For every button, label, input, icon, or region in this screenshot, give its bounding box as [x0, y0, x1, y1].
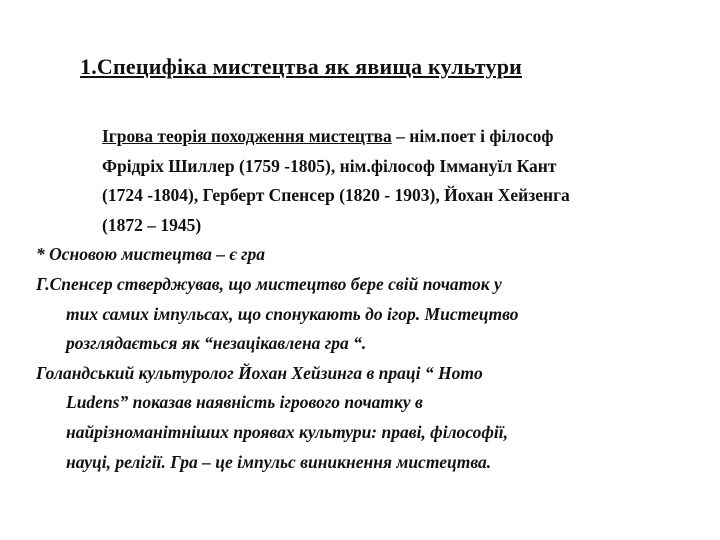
huizinga-line-3: найрізноманітніших проявах культури: праві, філософії,: [66, 421, 509, 442]
spencer-paragraph: [36, 270, 686, 359]
theory-lead: Ігрова теорія походження мистецтва: [102, 126, 392, 146]
slide-body: [36, 122, 686, 477]
huizinga-line-1: Голандський культуролог Йохан Хейзинга в праці “ Homo: [36, 362, 483, 383]
theory-line-3: (1724 -1804), Герберт Спенсер (1820 - 1903), Йохан Хейзенга: [102, 185, 570, 206]
huizinga-line-2: Ludens” показав наявність ігрового початку в: [66, 392, 423, 413]
spencer-line-1: Г.Спенсер стверджував, що мистецтво бере свій початок у: [36, 273, 502, 294]
theory-paragraph: [36, 122, 686, 240]
theory-line-4: (1872 – 1945): [102, 214, 202, 235]
note-line: * Основою мистецтва – є гра: [36, 244, 266, 265]
theory-line-1: [69, 122, 686, 152]
huizinga-paragraph: [36, 359, 686, 477]
spencer-line-3: розглядається як “незацікавлена гра “.: [66, 333, 367, 354]
theory-line-2: Фрідріх Шиллер (1759 -1805), нім.філософ Іммануїл Кант: [102, 155, 557, 176]
spencer-line-2: тих самих імпульсах, що спонукають до ігор. Мистецтво: [66, 303, 519, 324]
slide-title: 1.Специфіка мистецтва як явища культури: [80, 54, 523, 79]
note-paragraph: [36, 240, 686, 270]
theory-line-1-rest: – нім.поет і філософ: [391, 126, 554, 146]
huizinga-line-4: науці, релігії. Гра – це імпульс виникнення мистецтва.: [66, 451, 492, 472]
